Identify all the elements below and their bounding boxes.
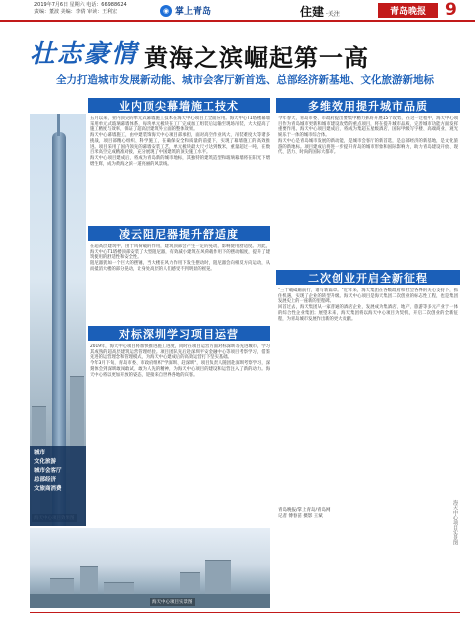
sidebar-panel: [30, 446, 86, 526]
sidebar-line: 总部经济: [34, 477, 57, 483]
masthead-logo: 青岛晚报: [378, 3, 438, 18]
paragraph: 2019年，海天中心项目将加快推进施工进度，同时在项目运营方面对标深圳等先进城市，学习其成熟的超高层建筑运营管理经验。项目团队先后赴深圳平安金融中心等项目考察学习，借鉴先进的运营理念和管理模式，为海天中心建成后的高效运营打下坚实基础。: [90, 344, 270, 361]
editor-line: 责编：董波 美编：李倩 审读：王利宏: [34, 9, 118, 15]
headline-subtitle: 全力打造城市发展新动能、城市会客厅新首选、总部经济新基地、文化旅游新地标: [56, 74, 434, 86]
paragraph: 海天中心是青岛城市发展的新动能，是城市会客厅的新首选，是总部经济的新基地，是文化旅游的新地标。项目建成后将进一步提升青岛的城市形象和国际影响力，助力青岛建设开放、现代、活力、时尚的国际大都市。: [278, 138, 458, 156]
sidebar-line: 城市会客厅: [34, 468, 62, 474]
app-badge-icon: ◉: [160, 5, 172, 17]
page-header: [0, 0, 475, 22]
paragraph: 回首过去，海天集团从一家普通的酒店企业，发展成为集酒店、地产、旅游等多元产业于一体的综合性企业集团；展望未来，海天集团将以海天中心项目为契机，开启二次创业的全新征程，为青岛城市发展作出新的更大贡献。: [278, 305, 458, 322]
section-bar-operations: 对标深圳学习项目运营: [88, 326, 270, 341]
article-operations: [90, 344, 270, 524]
app-name: 掌上青岛: [175, 7, 212, 17]
paragraph: 在超高层建筑中，由于风荷载的作用，建筑顶部会产生一定的晃动，影响使用舒适度。为此，海天中心T1塔楼顶部安装了大型阻尼器，有效减小建筑在风荷载作用下的摆动幅度，提升了建筑使用的舒适性和安全性。: [90, 244, 270, 261]
section-title: [300, 3, 340, 20]
sidebar-line: 城市: [34, 450, 46, 456]
section-bar-facade: 业内顶尖幕墙施工技术: [88, 98, 270, 113]
article-facade: [90, 116, 270, 222]
paragraph: 今年春天，青岛市委、市政府提出要集中精力抓好开展15个攻势，在这一过程中，海天中心项目作为青岛城市更新和城市建设攻势的重点项目，将在提升城市品质、完善城市功能方面发挥重要作用。海天中心项目建成后，将成为集超五星级酒店、国际甲级写字楼、高端商业、观光娱乐于一体的城市综合体。: [278, 116, 458, 139]
paragraph: 今年3月下旬，青岛市委、市政府组织"学深圳、赶深圳"，项目负责人随团赴深圳考察学习，深刻体会到深圳敢闯敢试、敢为人先的精神，为海天中心项目的建设和运营注入了新的动力。海天中心将以更加开放的姿态，迎接来自世界各地的宾客。: [90, 361, 270, 378]
issue-date-line: 2019年7月6日 星期六 电话：66988624: [34, 2, 127, 8]
article-second-venture: [278, 288, 458, 508]
section-bar-city-quality: 多维效用提升城市品质: [276, 98, 460, 113]
headline-title: 黄海之滨崛起第一高: [144, 44, 369, 72]
article-city-quality: [278, 116, 458, 266]
tower-spire: [57, 114, 60, 136]
article-damper: [90, 244, 270, 322]
section-bar-second-venture: 二次创业开启全新征程: [276, 270, 460, 285]
paragraph: 五月以来，业内顶尖的单元式幕墙施工技术在海天中心项目上全面应用。海天中心T1塔楼幕墙采用单元式玻璃幕墙体系，每块单元板块在工厂完成加工组装后运输至现场吊装，大大提高了施工精度与效率，保证了超高层建筑外立面的整体效果。: [90, 116, 270, 133]
page-number: 9: [445, 0, 457, 20]
app-logo: [160, 4, 211, 17]
byline-line: 青岛晚报/掌上青岛/青岛网: [278, 508, 331, 513]
sidebar-line: 文化旅游: [34, 459, 57, 465]
byline-line: 记者 傅春苗 摄影 王斌: [278, 514, 323, 519]
section-name: 住建: [300, 5, 325, 19]
sidebar-line: 文旅商消费: [34, 486, 62, 492]
paragraph: "三十载砥砺前行，谱写新篇章。"近年来，海天集团在各级政府和社会各界的关心支持下，抓住机遇，实现了企业的转型升级。海天中心项目是海天集团二次创业的标志性工程，也是集团发展史上的一座新的里程碑。: [278, 288, 458, 305]
byline: [278, 508, 418, 520]
paragraph: 海天中心幕墙施工，由中建装饰海天中心项目部承担，面对高空作业风大、吊装难度大等诸多挑战，项目部精心组织、科学施工，在确保安全和质量的前提下，实现了幕墙施工的高效推进。项目采用了国内领先的幕墙安装工艺，单元板块最大尺寸达到数米，重量超过一吨，在数百米高空完成精准对接，充分展现了中国建筑的顶尖施工水平。: [90, 133, 270, 156]
issue-meta: [34, 2, 159, 16]
harbor-photo: [30, 528, 270, 608]
paragraph: 阻尼器犹如一个巨大的摆锤，当大楼在风力作用下发生摆动时，阻尼器会向相反方向运动，从而抵消大楼的部分晃动，让身处高层的人们感受不到明显的摇晃。: [90, 261, 270, 272]
bottom-rule: [30, 612, 460, 613]
harbor-caption: 海天中心项目实景图: [152, 600, 193, 605]
section-bar-damper: 凌云阻尼器提升舒适度: [88, 226, 270, 241]
headline-row: [30, 36, 460, 70]
calligraphy-title: 壮志豪情: [30, 39, 139, 68]
paragraph: 海天中心项目建成后，将成为青岛新的城市地标，其独特的建筑造型和玻璃幕墙将在阳光下熠熠生辉，成为黄海之滨一道亮丽的风景线。: [90, 155, 270, 167]
section-suffix: ·关注: [326, 11, 340, 18]
vertical-caption: 海天中心项目实景图: [452, 500, 458, 545]
